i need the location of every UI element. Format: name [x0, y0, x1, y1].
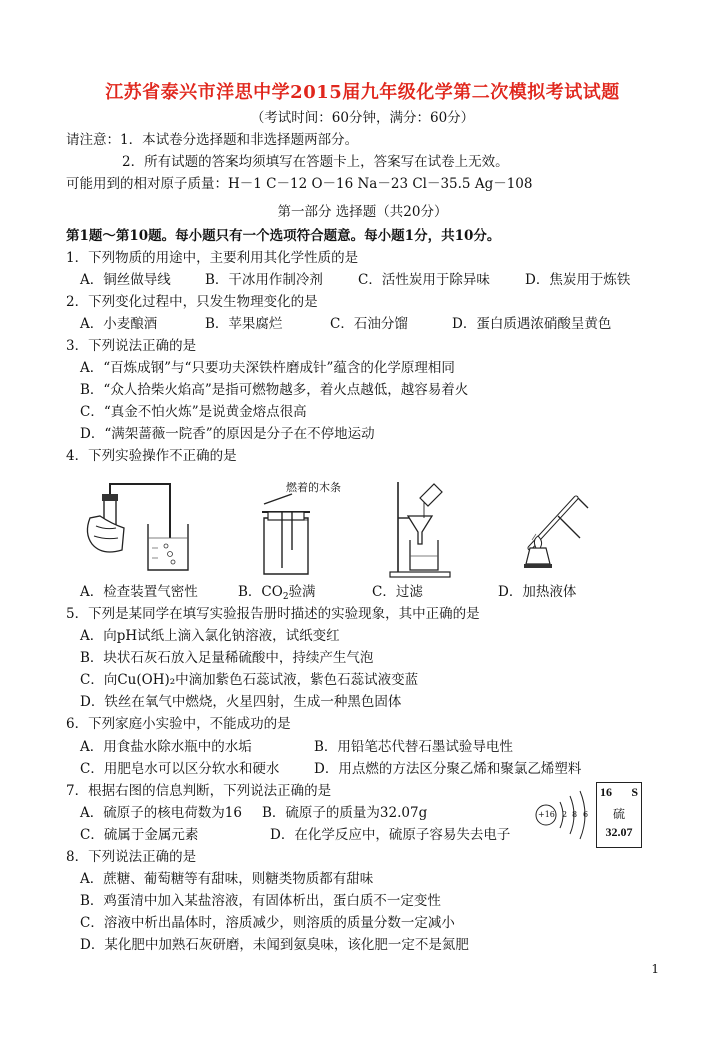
exam-info: （考试时间：60分钟，满分：60分） — [250, 110, 475, 126]
q5-option-a: A．向pH试纸上滴入氯化钠溶液，试纸变红 — [80, 628, 340, 644]
q8-option-d: D．某化肥中加熟石灰研磨，未闻到氨臭味，该化肥一定不是氮肥 — [80, 937, 469, 953]
q2-stem: 2．下列变化过程中，只发生物理变化的是 — [66, 294, 318, 310]
shell-3-electrons: 6 — [583, 810, 589, 819]
element-name: 硫 — [612, 807, 625, 821]
q1-option-b: B．干冰用作制冷剂 — [205, 272, 323, 288]
shell-2-electrons: 8 — [572, 810, 578, 819]
q1-stem: 1．下列物质的用途中，主要利用其化学性质的是 — [66, 250, 359, 266]
q4-option-d: D．加热液体 — [498, 584, 577, 600]
q8-option-c: C．溶液中析出晶体时，溶质减少，则溶质的质量分数一定减小 — [80, 915, 455, 931]
element-number: 16 — [600, 785, 612, 799]
q2-option-b: B．苹果腐烂 — [205, 316, 283, 332]
part1-heading: 第一部分 选择题（共20分） — [277, 204, 448, 220]
burning-stick-label: 燃着的木条 — [286, 481, 341, 494]
q4-option-b-suffix: 验满 — [288, 584, 316, 600]
q4-option-a: A．检查装置气密性 — [80, 584, 198, 600]
q7-option-d: D．在化学反应中，硫原子容易失去电子 — [270, 827, 511, 843]
q3-option-b: B．“众人拾柴火焰高”是指可燃物越多，着火点越低，越容易着火 — [80, 382, 469, 398]
q5-option-c: C．向Cu(OH)₂中滴加紫色石蕊试液，紫色石蕊试液变蓝 — [80, 672, 419, 688]
q7-option-b: B．硫原子的质量为32.07g — [262, 805, 428, 821]
atomic-masses: 可能用到的相对原子质量：H－1 C－12 O－16 Na－23 Cl－35.5 Ag－108 — [66, 176, 533, 192]
q6-stem: 6．下列家庭小实验中，不能成功的是 — [66, 716, 291, 732]
q6-option-a: A．用食盐水除水瓶中的水垢 — [80, 739, 252, 755]
figure-co2-full-test — [252, 490, 322, 580]
q4-option-b-sub: 2 — [282, 592, 289, 602]
q3-option-d: D．“满架蔷薇一院香”的原因是分子在不停地运动 — [80, 426, 375, 442]
q3-option-c: C．“真金不怕火炼”是说黄金熔点很高 — [80, 404, 307, 420]
q4-option-b-prefix: B．CO — [238, 584, 283, 600]
nucleus-charge: +16 — [538, 810, 555, 819]
figure-airtightness-check — [82, 478, 202, 578]
q3-option-a: A．“百炼成钢”与“只要功夫深铁杵磨成针”蕴含的化学原理相同 — [80, 360, 455, 376]
element-symbol: S — [631, 785, 638, 799]
q2-option-c: C．石油分馏 — [330, 316, 408, 332]
q3-stem: 3．下列说法正确的是 — [66, 338, 197, 354]
q1-option-c: C．活性炭用于除异味 — [358, 272, 490, 288]
q2-option-a: A．小麦酿酒 — [80, 316, 158, 332]
q4-stem: 4．下列实验操作不正确的是 — [66, 448, 237, 464]
element-mass: 32.07 — [605, 825, 633, 839]
q6-option-c: C．用肥皂水可以区分软水和硬水 — [80, 761, 280, 777]
figure-heating-liquid — [518, 478, 598, 580]
notice-1: 请注意：1．本试卷分选择题和非选择题两部分。 — [66, 132, 359, 148]
q7-stem: 7．根据右图的信息判断，下列说法正确的是 — [66, 783, 332, 799]
shell-1-electrons: 2 — [562, 810, 568, 819]
q5-stem: 5．下列是某同学在填写实验报告册时描述的实验现象，其中正确的是 — [66, 606, 480, 622]
q1-option-d: D．焦炭用于炼铁 — [525, 272, 631, 288]
q8-option-a: A．蔗糖、葡萄糖等有甜味，则糖类物质都有甜味 — [80, 871, 374, 887]
page-number: 1 — [651, 962, 659, 976]
q1-option-a: A．铜丝做导线 — [80, 272, 171, 288]
notice-2: 2．所有试题的答案均须填写在答题卡上，答案写在试卷上无效。 — [122, 154, 509, 170]
q6-option-d: D．用点燃的方法区分聚乙烯和聚氯乙烯塑料 — [314, 761, 582, 777]
q8-option-b: B．鸡蛋清中加入某盐溶液，有固体析出，蛋白质不一定变性 — [80, 893, 441, 909]
exam-title: 江苏省泰兴市洋思中学2015届九年级化学第二次模拟考试试题 — [105, 82, 620, 103]
q7-option-c: C．硫属于金属元素 — [80, 827, 199, 843]
q7-option-a: A．硫原子的核电荷数为16 — [80, 805, 242, 821]
q6-option-b: B．用铅笔芯代替石墨试验导电性 — [314, 739, 513, 755]
q4-option-c: C．过滤 — [372, 584, 423, 600]
q8-stem: 8．下列说法正确的是 — [66, 849, 197, 865]
q5-option-b: B．块状石灰石放入足量稀硫酸中，持续产生气泡 — [80, 650, 374, 666]
figure-filtration — [388, 478, 458, 580]
q2-option-d: D．蛋白质遇浓硝酸呈黄色 — [452, 316, 612, 332]
q5-option-d: D．铁丝在氧气中燃烧，火星四射，生成一种黑色固体 — [80, 694, 402, 710]
element-card-sulfur — [596, 782, 642, 848]
part1-instruction: 第1题～第10题。每小题只有一个选项符合题意。每小题1分，共10分。 — [66, 228, 501, 244]
